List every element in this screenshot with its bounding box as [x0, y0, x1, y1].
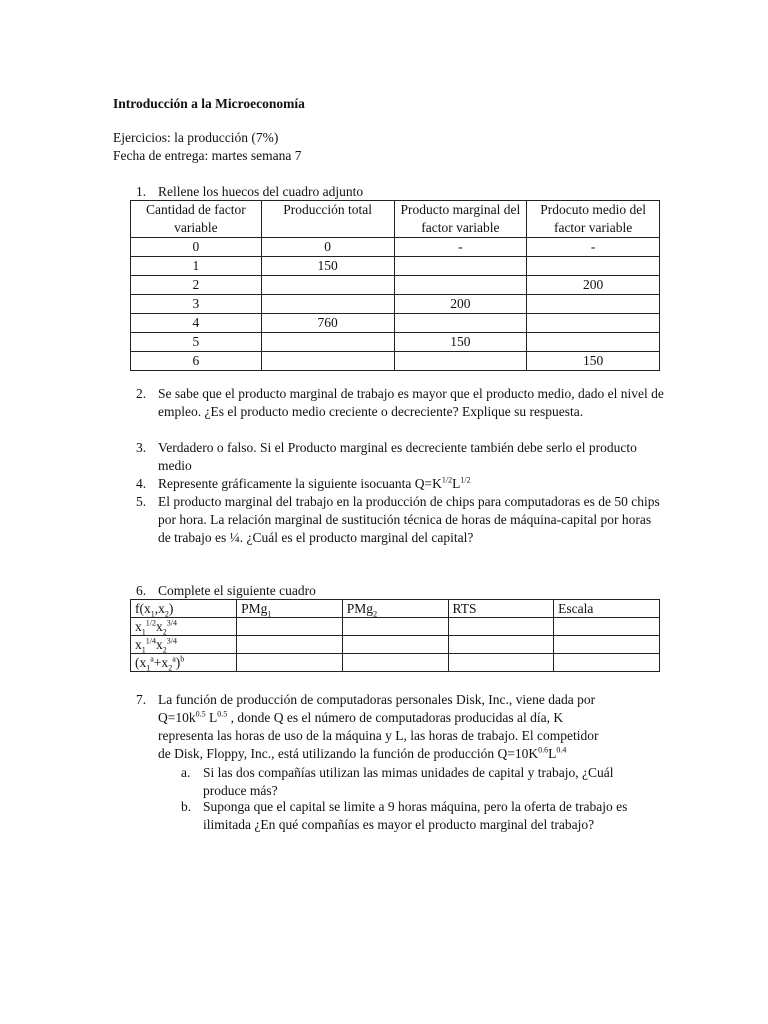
- table-cell: [261, 333, 394, 352]
- question-number: 6.: [136, 583, 147, 598]
- table-row: [131, 238, 660, 257]
- table-cell: 200: [394, 295, 527, 314]
- table-cell: -: [394, 238, 527, 257]
- production-table: [130, 200, 660, 371]
- question-3: [136, 439, 666, 475]
- table-cell: 3: [131, 295, 262, 314]
- header-cell: Prdocuto medio del factor variable: [527, 201, 660, 238]
- table-cell: [527, 333, 660, 352]
- table-cell: [448, 654, 554, 672]
- table-cell: 760: [261, 314, 394, 333]
- table-cell: [554, 618, 660, 636]
- question-number: 5.: [136, 494, 147, 509]
- table-cell: 0: [131, 238, 262, 257]
- table-cell: [448, 618, 554, 636]
- question-text: [158, 475, 666, 493]
- function-cell: $(x_1^a+x_2^a)^b$: [131, 654, 237, 672]
- table-row: [131, 352, 660, 371]
- table-cell: [342, 654, 448, 672]
- document-title: Introducción a la Microeconomía: [113, 96, 305, 111]
- function-cell: $x_1^{1/2}x_2^{3/4}$: [131, 618, 237, 636]
- table-cell: -: [527, 238, 660, 257]
- question-text: El producto marginal del trabajo en la producción de chips para computadoras es de 50 chips por hora. La relación marginal de sustitución técnica de horas de máquina-capital por horas de trabajo es ¼. ¿Cuál es el producto marginal del capital?: [158, 494, 660, 545]
- question-2: [136, 385, 666, 421]
- table-cell: [527, 295, 660, 314]
- due-date-line: Fecha de entrega: martes semana 7: [113, 148, 302, 163]
- table-cell: [261, 352, 394, 371]
- isoquant-text: L: [452, 476, 461, 491]
- question-6: [136, 582, 666, 600]
- header-cell: $f(x_1,x_2)$: [131, 600, 237, 618]
- table-row: [131, 276, 660, 295]
- item-letter: b.: [181, 799, 192, 814]
- table-cell: [394, 352, 527, 371]
- table-cell: [342, 618, 448, 636]
- question-1: [136, 183, 666, 201]
- table-cell: 6: [131, 352, 262, 371]
- question-4: [136, 475, 666, 493]
- table-row: [131, 636, 660, 654]
- question-number: 3.: [136, 440, 147, 455]
- item-letter: a.: [181, 765, 191, 780]
- table-cell: 150: [394, 333, 527, 352]
- exponent: 1/2: [441, 475, 453, 485]
- table-cell: [554, 636, 660, 654]
- question-text: Se sabe que el producto marginal de trabajo es mayor que el producto medio, dado el nivel de empleo. ¿Es el producto medio creciente o decreciente? Explique su respuesta.: [158, 386, 664, 419]
- table-cell: [342, 636, 448, 654]
- header-cell: Producto marginal del factor variable: [394, 201, 527, 238]
- table-cell: [554, 654, 660, 672]
- question-number: 2.: [136, 386, 147, 401]
- functions-table: [130, 599, 660, 672]
- header-cell: RTS: [448, 600, 554, 618]
- table-cell: 200: [527, 276, 660, 295]
- table-cell: [237, 636, 343, 654]
- question-text: Rellene los huecos del cuadro adjunto: [158, 184, 364, 199]
- table-row: [131, 333, 660, 352]
- table-cell: [394, 257, 527, 276]
- table-row: [131, 295, 660, 314]
- question-text: Verdadero o falso. Si el Producto marginal es decreciente también debe serlo el producto medio: [158, 440, 637, 473]
- table-cell: [448, 636, 554, 654]
- table-cell: [394, 276, 527, 295]
- question-7: [136, 691, 676, 763]
- question-number: 7.: [136, 692, 147, 707]
- function-cell: $x_1^{1/4}x_2^{3/4}$: [131, 636, 237, 654]
- table-cell: [237, 618, 343, 636]
- question-number: 4.: [136, 476, 147, 491]
- table-row: [131, 618, 660, 636]
- table-cell: [261, 295, 394, 314]
- question-5: [136, 493, 666, 547]
- exponent: 1/2: [460, 475, 471, 485]
- table-header-row: [131, 600, 660, 618]
- table-cell: 1: [131, 257, 262, 276]
- header-cell: PMg$_1$: [237, 600, 343, 618]
- item-text: Si las dos compañías utilizan las mimas unidades de capital y trabajo, ¿Cuál produce más?: [203, 765, 614, 798]
- table-cell: [394, 314, 527, 333]
- header-cell: PMg$_2$: [342, 600, 448, 618]
- question-7a: [181, 764, 651, 800]
- item-text: Suponga que el capital se limite a 9 horas máquina, pero la oferta de trabajo es ilimitada ¿En qué compañías es mayor el producto marginal del trabajo?: [203, 799, 628, 832]
- table-cell: 5: [131, 333, 262, 352]
- table-cell: 150: [261, 257, 394, 276]
- table-row: [131, 654, 660, 672]
- question-number: 1.: [136, 184, 147, 199]
- table-cell: 0: [261, 238, 394, 257]
- table-cell: [261, 276, 394, 295]
- table-cell: 4: [131, 314, 262, 333]
- question-7b: [181, 798, 651, 834]
- table-cell: [237, 654, 343, 672]
- exercise-line: Ejercicios: la producción (7%): [113, 130, 279, 145]
- table-row: [131, 257, 660, 276]
- table-cell: [527, 257, 660, 276]
- isoquant-text: Represente gráficamente la siguiente isocuanta Q=K: [158, 476, 442, 491]
- question-text: Complete el siguiente cuadro: [158, 583, 316, 598]
- header-cell: Producción total: [261, 201, 394, 238]
- table-header-row: [131, 201, 660, 238]
- table-cell: 150: [527, 352, 660, 371]
- header-cell: Escala: [554, 600, 660, 618]
- question-text: La función de producción de computadoras personales Disk, Inc., viene dada por $Q=10k^{0.5}$ $L^{0.5}$ , donde Q es el número de computadoras producidas al día, K representa las horas de uso de la máquina y L, las horas de trabajo. El competidor de Disk, Floppy, Inc., está utilizando la función de producción $Q=10K^{0.6}L^{0.4}$: [158, 692, 599, 761]
- table-row: [131, 314, 660, 333]
- table-cell: 2: [131, 276, 262, 295]
- header-cell: Cantidad de factor variable: [131, 201, 262, 238]
- table-cell: [527, 314, 660, 333]
